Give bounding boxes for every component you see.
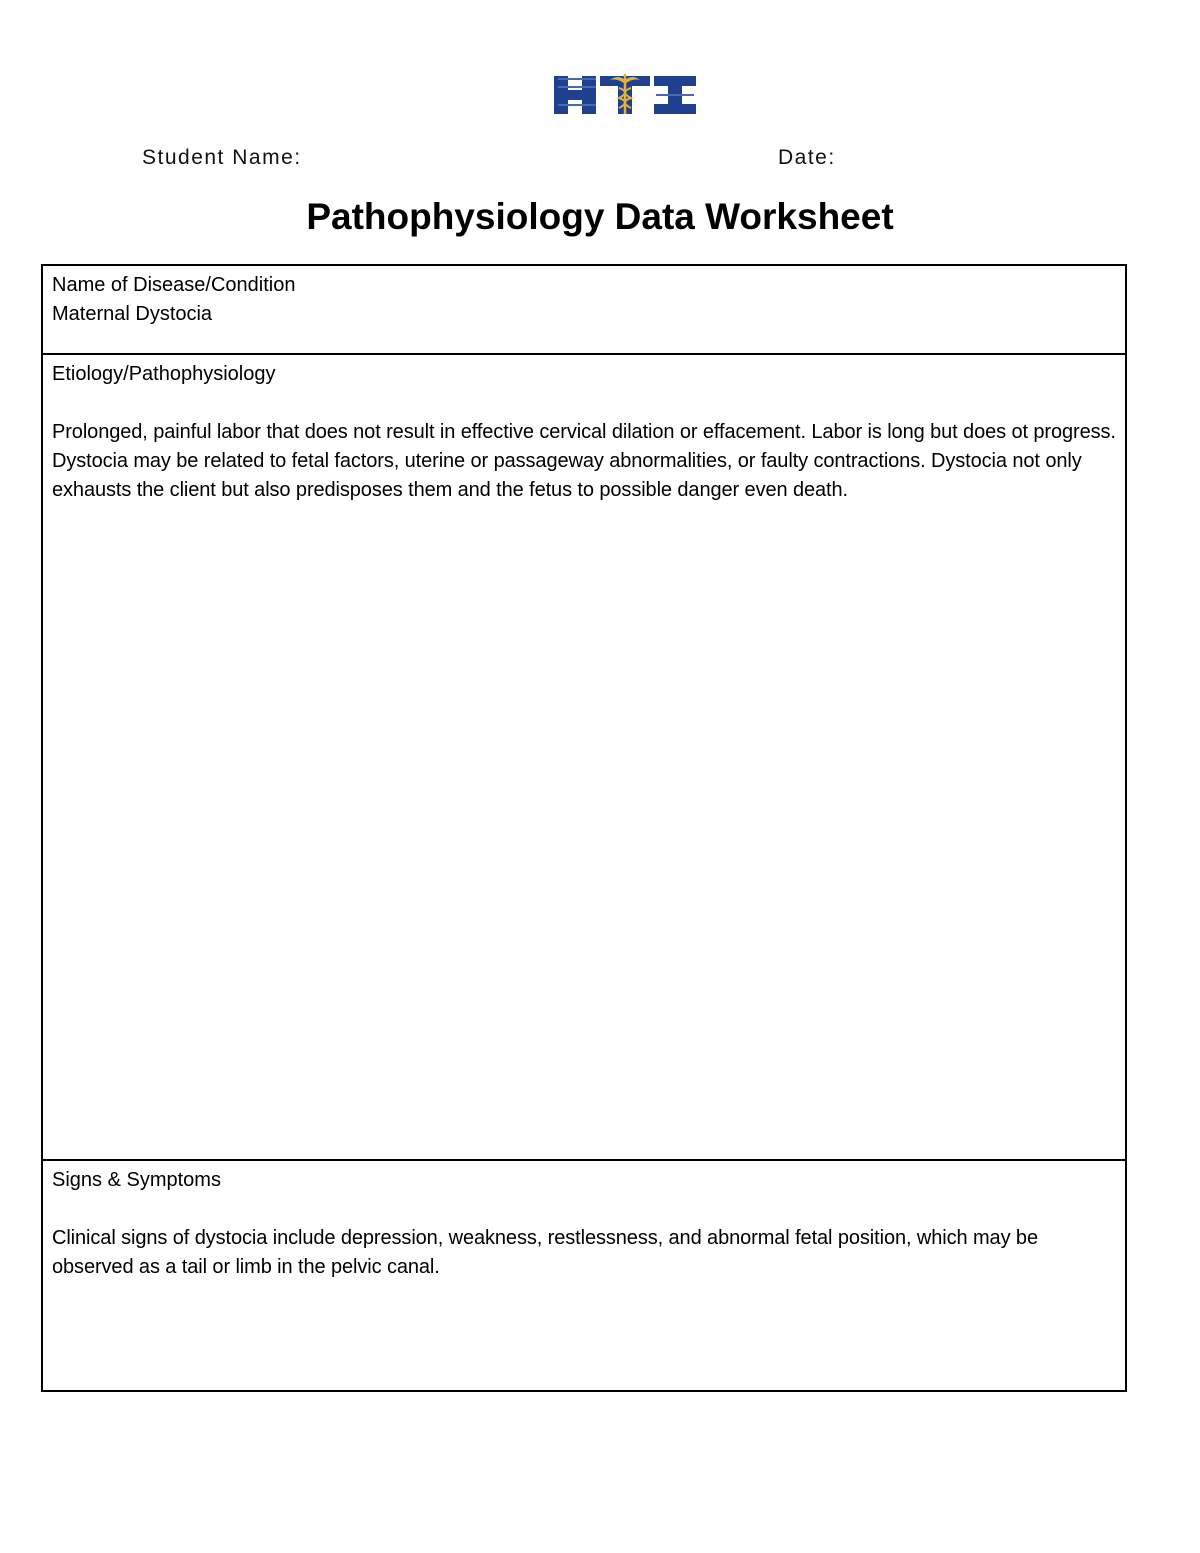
disease-name-heading: Name of Disease/Condition (52, 274, 296, 296)
etiology-body: Prolonged, painful labor that does not result in effective cervical dilation or effacement. Labor is long but does ot progress. Dystocia may be related to fetal factors, uterine or passageway abnormalities, or faulty contractions. Dystocia not only exhausts the client but also predisposes them and the fetus to possible danger even death. (52, 421, 1116, 501)
etiology-heading: Etiology/Pathophysiology (52, 363, 276, 385)
student-name-label: Student Name: (142, 146, 302, 169)
etiology-section (43, 355, 1125, 1161)
hti-logo (552, 72, 698, 116)
date-label: Date: (778, 146, 836, 169)
worksheet-table (41, 264, 1127, 1392)
page-title: Pathophysiology Data Worksheet (306, 196, 894, 237)
signs-symptoms-body: Clinical signs of dystocia include depression, weakness, restlessness, and abnormal fetal position, which may be observed as a tail or limb in the pelvic canal. (52, 1227, 1038, 1278)
hti-logo-graphic (552, 72, 698, 116)
disease-name-value: Maternal Dystocia (52, 303, 213, 325)
disease-name-section (43, 266, 1125, 355)
signs-symptoms-heading: Signs & Symptoms (52, 1169, 221, 1191)
signs-symptoms-section (43, 1161, 1125, 1390)
